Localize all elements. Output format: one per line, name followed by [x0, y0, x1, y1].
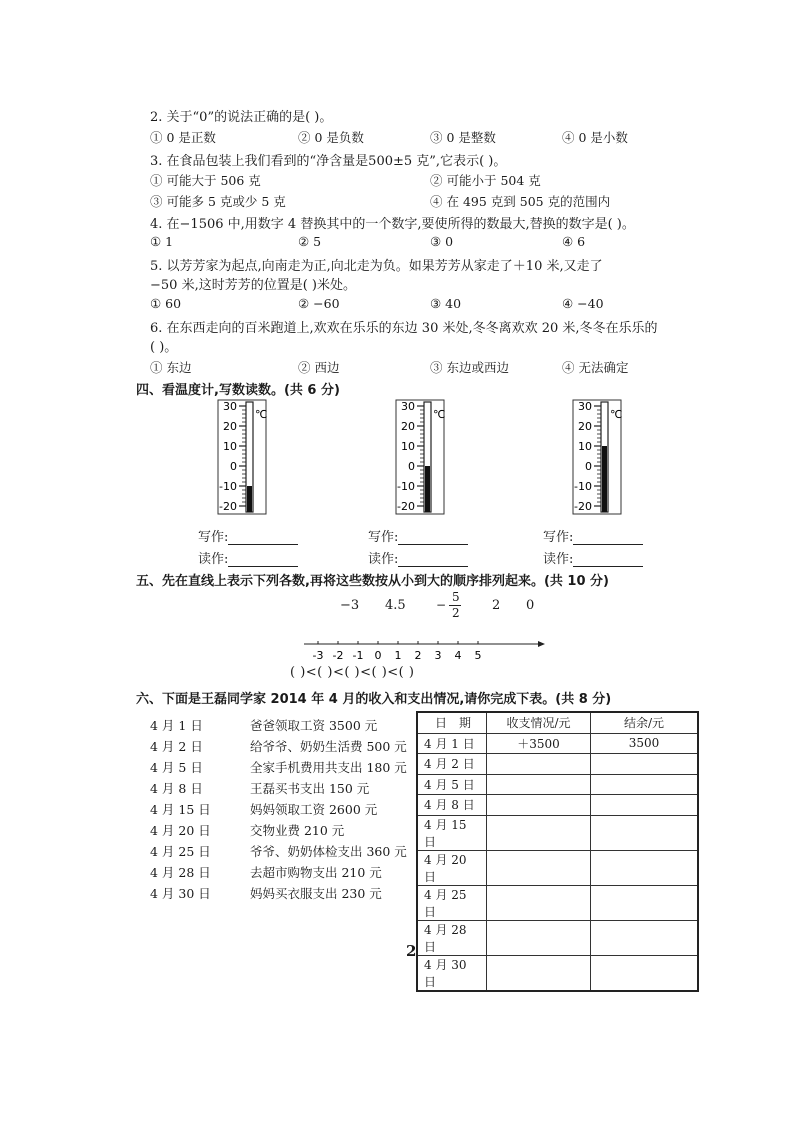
read-blank-3[interactable] [573, 553, 643, 567]
section-6-title: 六、下面是王磊同学家 2014 年 4 月的收入和支出情况,请你完成下表。(共 8 分) [136, 692, 612, 707]
question-5-line-2: −50 米,这时芳芳的位置是( )米处。 [150, 278, 356, 293]
thermometer-scale-label: 0 [585, 460, 592, 473]
number-line-label: -2 [332, 649, 344, 662]
thermometer-scale-label: 30 [223, 400, 237, 413]
number-4: 0 [526, 598, 535, 613]
table-row [417, 754, 698, 775]
number-line-label: 1 [394, 649, 402, 662]
table-change-cell[interactable] [487, 774, 591, 795]
thermometer-2 [383, 398, 453, 522]
q4-option-1: ① 1 [150, 234, 174, 249]
record-item [150, 800, 377, 818]
table-date-cell: 4 月 2 日 [417, 754, 487, 775]
number-line-label: 5 [474, 649, 482, 662]
table-balance-cell[interactable] [591, 955, 699, 991]
q2-option-3: ③ 0 是整数 [430, 130, 496, 145]
table-balance-cell[interactable] [591, 850, 699, 885]
table-balance-cell[interactable] [591, 754, 699, 775]
read-label: 读作: [198, 552, 229, 567]
thermometer-scale-label: -10 [574, 480, 592, 493]
thermometer-scale-label: -20 [219, 500, 237, 513]
thermometer-1 [205, 398, 275, 522]
thermometer-liquid [247, 486, 252, 512]
section-5-title: 五、先在直线上表示下列各数,再将这些数按从小到大的顺序排列起来。(共 10 分) [136, 574, 609, 589]
q4-option-2: ② 5 [298, 234, 322, 249]
write-answer-1 [198, 526, 298, 545]
question-3: 3. 在食品包装上我们看到的“净含量是500±5 克”,它表示( )。 [150, 154, 507, 169]
number-line-arrow [538, 641, 545, 647]
read-answer-1 [198, 548, 298, 567]
table-date-cell: 4 月 20 日 [417, 850, 487, 885]
thermometer-scale-label: 20 [223, 420, 237, 433]
write-answer-2 [368, 526, 468, 545]
table-row [417, 885, 698, 920]
write-blank-2[interactable] [398, 531, 468, 545]
record-date: 4 月 1 日 [150, 718, 203, 733]
table-header-cell: 日 期 [417, 712, 487, 733]
record-item [150, 716, 377, 734]
number-3: 2 [492, 598, 501, 613]
table-change-cell[interactable] [487, 920, 591, 955]
fraction-sign: − [436, 598, 447, 612]
q2-option-1: ① 0 是正数 [150, 130, 216, 145]
read-label: 读作: [543, 552, 574, 567]
table-date-cell: 4 月 5 日 [417, 774, 487, 795]
question-6-line-1: 6. 在东西走向的百米跑道上,欢欢在乐乐的东边 30 米处,冬冬离欢欢 20 米,冬冬在乐乐的 [150, 321, 658, 336]
q5-option-1: ① 60 [150, 296, 182, 311]
table-change-cell[interactable] [487, 885, 591, 920]
table-date-cell: 4 月 30 日 [417, 955, 487, 991]
record-description: 全家手机费用共支出 180 元 [250, 760, 407, 775]
thermometer-scale-label: 10 [401, 440, 415, 453]
fraction-numerator: 5 [452, 590, 460, 604]
record-description: 王磊买书支出 150 元 [250, 781, 370, 796]
record-item [150, 758, 407, 776]
table-balance-cell[interactable] [591, 920, 699, 955]
read-answer-2 [368, 548, 468, 567]
record-date: 4 月 25 日 [150, 844, 211, 859]
table-change-cell[interactable] [487, 850, 591, 885]
record-date: 4 月 8 日 [150, 781, 203, 796]
table-date-cell: 4 月 28 日 [417, 920, 487, 955]
record-item [150, 884, 382, 902]
table-balance-cell[interactable]: 3500 [591, 733, 699, 754]
order-blanks: ( )<( )<( )<( )<( ) [290, 665, 415, 680]
thermometer-scale-label: 30 [401, 400, 415, 413]
q6-option-2: ② 西边 [298, 360, 340, 375]
section-4-title: 四、看温度计,写数读数。(共 6 分) [136, 383, 340, 398]
record-date: 4 月 28 日 [150, 865, 211, 880]
q5-option-4: ④ −40 [562, 296, 604, 311]
record-description: 交物业费 210 元 [250, 823, 345, 838]
thermometer-scale-label: -10 [219, 480, 237, 493]
record-description: 给爷爷、奶奶生活费 500 元 [250, 739, 407, 754]
q4-option-3: ③ 0 [430, 234, 454, 249]
q4-option-4: ④ 6 [562, 234, 586, 249]
table-change-cell[interactable] [487, 795, 591, 816]
table-date-cell: 4 月 1 日 [417, 733, 487, 754]
record-date: 4 月 30 日 [150, 886, 211, 901]
thermometer-liquid [602, 446, 607, 512]
q2-option-4: ④ 0 是小数 [562, 130, 628, 145]
write-blank-3[interactable] [573, 531, 643, 545]
celsius-unit: ℃ [255, 408, 268, 421]
thermometer-scale-label: -20 [574, 500, 592, 513]
table-header-row [417, 712, 698, 733]
q3-option-4: ④ 在 495 克到 505 克的范围内 [430, 194, 611, 209]
table-balance-cell[interactable] [591, 815, 699, 850]
table-balance-cell[interactable] [591, 774, 699, 795]
write-label: 写作: [543, 530, 574, 545]
record-date: 4 月 2 日 [150, 739, 203, 754]
thermometer-scale-label: 10 [578, 440, 592, 453]
q6-option-1: ① 东边 [150, 360, 192, 375]
write-answer-3 [543, 526, 643, 545]
number-1: −3 [340, 598, 360, 613]
record-date: 4 月 15 日 [150, 802, 211, 817]
table-change-cell[interactable] [487, 754, 591, 775]
thermometer-scale-label: -10 [397, 480, 415, 493]
page-number: 2 [406, 942, 417, 960]
record-description: 妈妈领取工资 2600 元 [250, 802, 378, 817]
table-date-cell: 4 月 8 日 [417, 795, 487, 816]
table-row [417, 815, 698, 850]
q3-option-3: ③ 可能多 5 克或少 5 克 [150, 194, 286, 209]
record-date: 4 月 5 日 [150, 760, 203, 775]
q6-option-4: ④ 无法确定 [562, 360, 629, 375]
read-label: 读作: [368, 552, 399, 567]
celsius-unit: ℃ [610, 408, 623, 421]
record-description: 爸爸领取工资 3500 元 [250, 718, 378, 733]
table-header-cell: 收支情况/元 [487, 712, 591, 733]
table-row [417, 795, 698, 816]
q2-option-2: ② 0 是负数 [298, 130, 364, 145]
table-change-cell[interactable] [487, 815, 591, 850]
table-row [417, 774, 698, 795]
record-item [150, 779, 369, 797]
number-line-label: 4 [454, 649, 462, 662]
q5-option-2: ② −60 [298, 296, 340, 311]
record-description: 去超市购物支出 210 元 [250, 865, 382, 880]
table-row [417, 920, 698, 955]
record-description: 爷爷、奶奶体检支出 360 元 [250, 844, 407, 859]
number-line-label: -3 [312, 649, 324, 662]
table-change-cell[interactable] [487, 955, 591, 991]
number-2: 4.5 [385, 598, 406, 613]
income-expense-table [416, 711, 699, 992]
thermometer-scale-label: 0 [408, 460, 415, 473]
celsius-unit: ℃ [433, 408, 446, 421]
fraction-denominator: 2 [452, 606, 460, 620]
write-label: 写作: [368, 530, 399, 545]
record-date: 4 月 20 日 [150, 823, 211, 838]
number-line-label: 2 [414, 649, 422, 662]
number-line-label: -1 [352, 649, 364, 662]
read-blank-2[interactable] [398, 553, 468, 567]
record-item [150, 863, 382, 881]
thermometer-scale-label: 30 [578, 400, 592, 413]
thermometer-scale-label: 0 [230, 460, 237, 473]
question-4: 4. 在−1506 中,用数字 4 替换其中的一个数字,要使所得的数最大,替换的数字是( )。 [150, 217, 635, 232]
thermometer-scale-label: 20 [401, 420, 415, 433]
read-blank-1[interactable] [228, 553, 298, 567]
table-change-cell[interactable]: ＋3500 [487, 733, 591, 754]
record-item [150, 821, 344, 839]
table-row [417, 733, 698, 754]
write-blank-1[interactable] [228, 531, 298, 545]
record-item [150, 842, 407, 860]
table-balance-cell[interactable] [591, 885, 699, 920]
thermometer-scale-label: -20 [397, 500, 415, 513]
table-row [417, 850, 698, 885]
q3-option-2: ② 可能小于 504 克 [430, 173, 541, 188]
question-5-line-1: 5. 以芳芳家为起点,向南走为正,向北走为负。如果芳芳从家走了＋10 米,又走了 [150, 259, 603, 274]
number-line-label: 3 [434, 649, 442, 662]
q5-option-3: ③ 40 [430, 296, 462, 311]
table-header-cell: 结余/元 [591, 712, 699, 733]
question-6-line-2: ( )。 [150, 340, 178, 355]
table-row [417, 955, 698, 991]
record-description: 妈妈买衣服支出 230 元 [250, 886, 382, 901]
question-2: 2. 关于“0”的说法正确的是( )。 [150, 110, 333, 125]
thermometer-scale-label: 10 [223, 440, 237, 453]
write-label: 写作: [198, 530, 229, 545]
number-line [300, 636, 550, 664]
record-item [150, 737, 407, 755]
thermometer-scale-label: 20 [578, 420, 592, 433]
table-date-cell: 4 月 15 日 [417, 815, 487, 850]
q6-option-3: ③ 东边或西边 [430, 360, 509, 375]
thermometer-3 [560, 398, 630, 522]
number-line-label: 0 [374, 649, 382, 662]
q3-option-1: ① 可能大于 506 克 [150, 173, 261, 188]
table-date-cell: 4 月 25 日 [417, 885, 487, 920]
read-answer-3 [543, 548, 643, 567]
thermometer-liquid [425, 466, 430, 512]
table-balance-cell[interactable] [591, 795, 699, 816]
